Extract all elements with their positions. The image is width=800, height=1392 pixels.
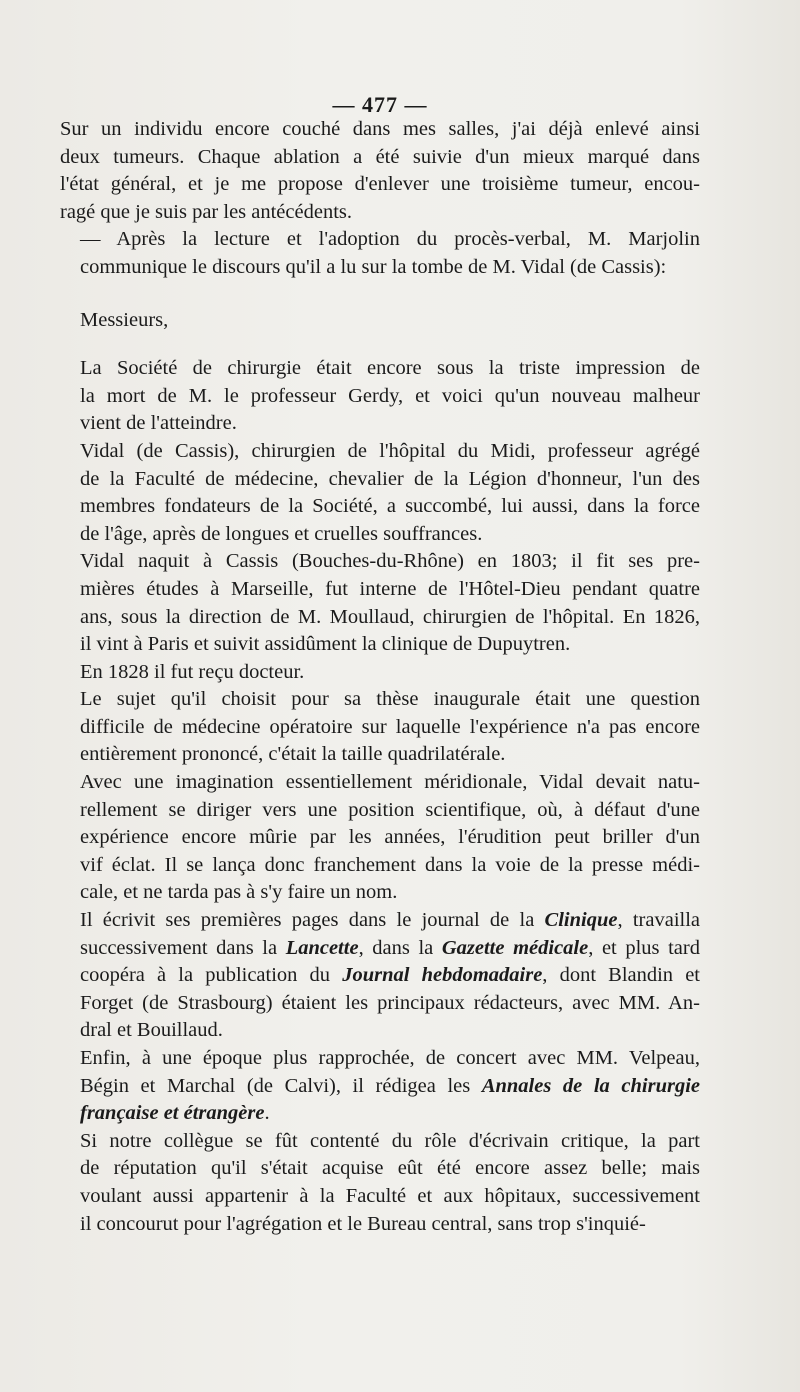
salutation (60, 307, 700, 335)
text-line: l'état général, et je me propose d'enlever une troisième tumeur, encou- (60, 173, 700, 196)
text-line: La Société de chirurgie était encore sous la triste impression de (80, 357, 700, 380)
italic-title: Journal hebdomadaire (342, 964, 543, 987)
italic-title: Gazette médicale (441, 936, 589, 959)
paragraph (60, 226, 700, 281)
text-line: coopéra à la publication du Journal hebdomadaire, dont Blandin et (80, 964, 700, 987)
text-line: de la Faculté de médecine, chevalier de la Légion d'honneur, l'un des (80, 467, 700, 490)
text-line: française et étrangère. (80, 1102, 270, 1125)
page-number: — 477 — (332, 92, 428, 117)
text-line: membres fondateurs de la Société, a succombé, lui aussi, dans la force (80, 495, 700, 518)
text-line: la mort de M. le professeur Gerdy, et voici qu'un nouveau malheur (80, 384, 700, 407)
italic-title: Clinique (544, 909, 618, 932)
text-line: Il écrivit ses premières pages dans le journal de la Clinique, travailla (80, 909, 701, 932)
body-text (60, 116, 700, 1238)
paragraph (60, 1128, 700, 1238)
text-line: Vidal (de Cassis), chirurgien de l'hôpital du Midi, professeur agrégé (80, 439, 700, 462)
text-line: Avec une imagination essentiellement méridionale, Vidal devait natu- (80, 771, 700, 794)
paragraph (60, 686, 700, 769)
text-line: cale, et ne tarda pas à s'y faire un nom. (80, 881, 398, 904)
paragraph (60, 548, 700, 658)
italic-title: Annales de la chirurgie (481, 1074, 700, 1097)
text-line: voulant aussi appartenir à la Faculté et aux hôpitaux, successivement (80, 1184, 700, 1207)
text-line: il vint à Paris et suivit assidûment la clinique de Dupuytren. (80, 633, 571, 656)
text-line: Le sujet qu'il choisit pour sa thèse inaugurale était une question (80, 688, 700, 711)
italic-title: française et étrangère (80, 1102, 265, 1125)
text-line: mières études à Marseille, fut interne de l'Hôtel-Dieu pendant quatre (80, 577, 700, 600)
text-line: successivement dans la Lancette, dans la Gazette médicale, et plus tard (80, 936, 700, 959)
text-line: Vidal naquit à Cassis (Bouches-du-Rhône) en 1803; il fit ses pre- (80, 550, 700, 573)
text-line: difficile de médecine opératoire sur laquelle l'expérience n'a pas encore (80, 715, 700, 738)
text-line: Forget (de Strasbourg) étaient les principaux rédacteurs, avec MM. An- (80, 991, 700, 1014)
text-line: Sur un individu encore couché dans mes salles, j'ai déjà enlevé ainsi (60, 118, 700, 140)
text-line: Enfin, à une époque plus rapprochée, de concert avec MM. Velpeau, (80, 1047, 700, 1069)
text-line: dral et Bouillaud. (80, 1019, 223, 1042)
paragraph (60, 769, 700, 907)
text-line: — Après la lecture et l'adoption du procès-verbal, M. Marjolin (80, 228, 700, 251)
text-line: deux tumeurs. Chaque ablation a été suivie d'un mieux marqué dans (60, 145, 700, 168)
text-line: ans, sous la direction de M. Moullaud, chirurgien de l'hôpital. En 1826, (80, 605, 700, 628)
text-line: expérience encore mûrie par les années, l'érudition peut briller d'un (80, 826, 700, 849)
text-line: Messieurs, (80, 308, 169, 331)
italic-title: Lancette (285, 936, 359, 959)
text-line: entièrement prononcé, c'était la taille quadrilatérale. (80, 743, 506, 766)
text-line: rellement se diriger vers une position scientifique, où, à défaut d'une (80, 798, 700, 821)
text-line: Bégin et Marchal (de Calvi), il rédigea les Annales de la chirurgie (80, 1074, 700, 1097)
text-line: ragé que je suis par les antécédents. (60, 200, 353, 223)
paragraph (60, 438, 700, 548)
text-line: Si notre collègue se fût contenté du rôle d'écrivain critique, la part (80, 1129, 700, 1152)
text-line: En 1828 il fut reçu docteur. (80, 660, 305, 683)
paragraph (60, 907, 700, 1045)
paragraph (60, 1045, 700, 1128)
paragraph (60, 355, 700, 438)
paragraph (60, 659, 700, 687)
paragraph (60, 116, 700, 226)
text-line: communique le discours qu'il a lu sur la tombe de M. Vidal (de Cassis): (80, 255, 667, 278)
text-line: vient de l'atteindre. (80, 412, 237, 435)
text-line: il concourut pour l'agrégation et le Bureau central, sans trop s'inquié- (80, 1212, 646, 1235)
text-line: vif éclat. Il se lança donc franchement dans la voie de la presse médi- (80, 853, 700, 876)
text-line: de réputation qu'il s'était acquise eût été encore assez belle; mais (80, 1157, 700, 1180)
text-line: de l'âge, après de longues et cruelles souffrances. (80, 522, 483, 545)
